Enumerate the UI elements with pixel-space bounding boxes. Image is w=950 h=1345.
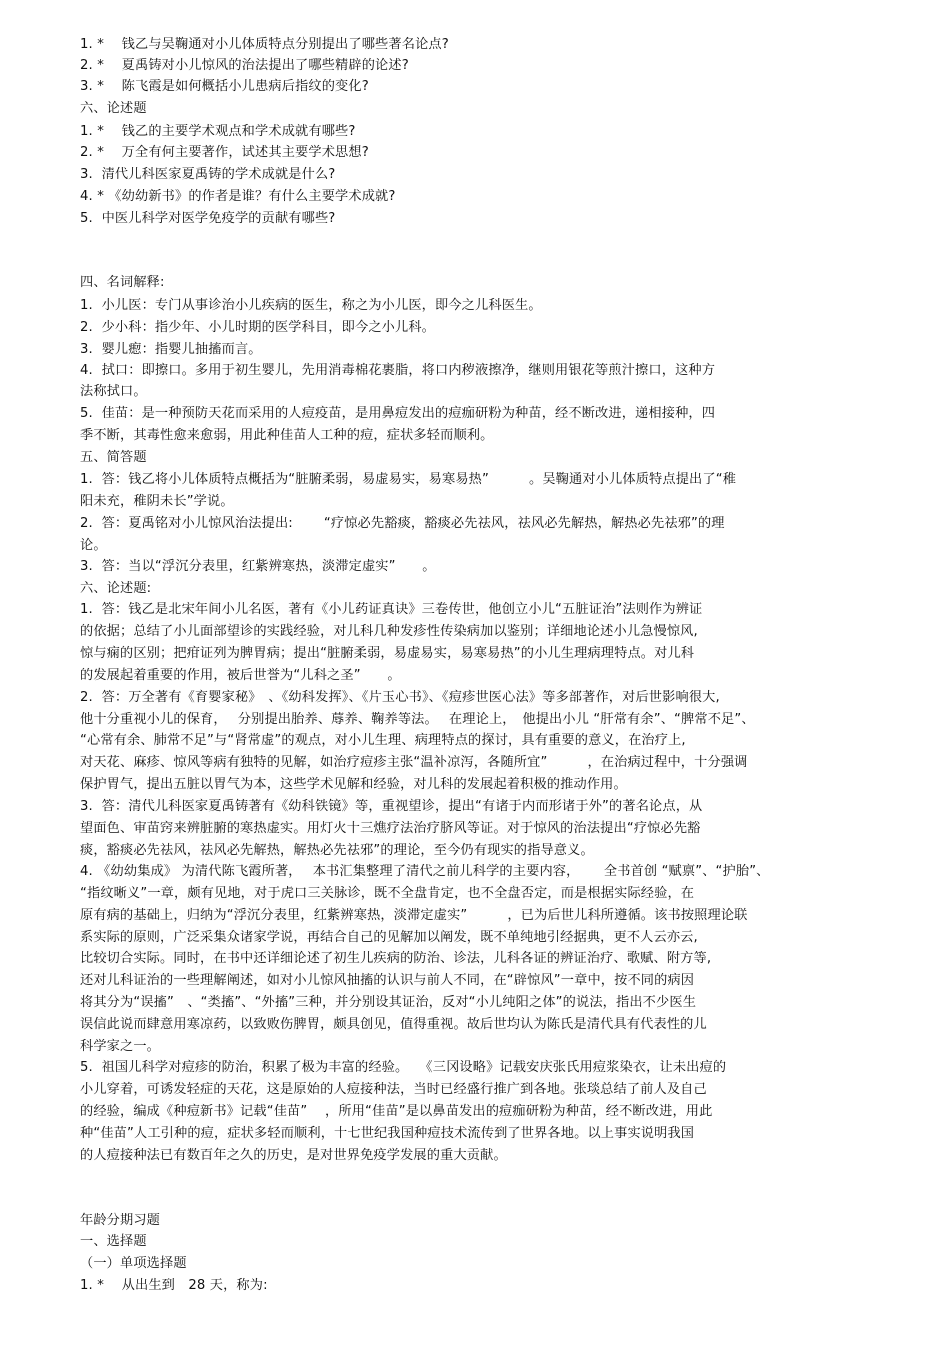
section-heading: 四、名词解释: <box>80 275 165 290</box>
text-line: 原有病的基础上，归纳为“浮沉分表里，红紫辨寒热，淡滞定虚实” ，已为后世儿科所遵循。该书按照理论联 <box>80 908 748 923</box>
text-line: 的发展起着重要的作用，被后世誉为“儿科之圣” 。 <box>80 668 401 683</box>
text-line: 科学家之一。 <box>80 1039 161 1054</box>
section-heading: 年龄分期习题 <box>80 1213 161 1228</box>
text-line: 论。 <box>80 538 107 553</box>
text-line: 4. * 《幼幼新书》的作者是谁？有什么主要学术成就? <box>80 189 396 204</box>
text-line: 2. 答：夏禹铭对小儿惊风治法提出: “疗惊必先豁痰，豁痰必先祛风，祛风必先解热，解热必先祛邪”的理 <box>80 516 725 531</box>
section-heading: 五、简答题 <box>80 450 147 465</box>
text-line: “心常有余、肺常不足”与“肾常虚”的观点，对小儿生理、病理特点的探讨，具有重要的意义，在治疗上, <box>80 733 686 748</box>
text-line: 季不断，其毒性愈来愈弱，用此种佳苗人工种的痘，症状多轻而顺利。 <box>80 428 494 443</box>
text-line: 2. * 夏禹铸对小儿惊风的治法提出了哪些精辟的论述? <box>80 58 409 73</box>
section-heading: 一、选择题 <box>80 1234 147 1249</box>
section-heading: 六、论述题: <box>80 581 152 596</box>
text-line: “指纹晰义”一章，颇有见地，对于虎口三关脉诊，既不全盘肯定，也不全盘否定，而是根据实际经验，在 <box>80 886 695 901</box>
text-line: 4. 《幼幼集成》 为清代陈飞霞所著， 本书汇集整理了清代之前儿科学的主要内容， 全书首创 “赋禀”、“护胎”、 <box>80 864 770 879</box>
text-line: 阳未充，稚阴未长”学说。 <box>80 494 234 509</box>
text-line: 2. * 万全有何主要著作，试述其主要学术思想? <box>80 145 369 160</box>
text-line: 3. 清代儿科医家夏禹铸的学术成就是什么? <box>80 167 336 182</box>
text-line: 3. 答：当以“浮沉分表里，红紫辨寒热，淡滞定虚实” 。 <box>80 559 436 574</box>
text-line: 误信此说而肆意用寒凉药，以致败伤脾胃，颇具创见，值得重视。故后世均认为陈氏是清代具有代表性的儿 <box>80 1017 707 1032</box>
text-line: 比较切合实际。同时，在书中还详细论述了初生儿疾病的防治、诊法，儿科各证的辨证治疗、歌赋、附方等, <box>80 951 712 966</box>
text-line: 1. * 钱乙与吴鞠通对小儿体质特点分别提出了哪些著名论点? <box>80 37 449 52</box>
text-line: 3. 婴儿瘛：指婴儿抽搐而言。 <box>80 342 262 357</box>
text-line: 系实际的原则，广泛采集众诸家学说，再结合自己的见解加以阐发，既不单纯地引经据典，更不人云亦云, <box>80 930 698 945</box>
text-line: 2. 少小科：指少年、小儿时期的医学科目，即今之小儿科。 <box>80 320 436 335</box>
text-line: 种“佳苗”人工引种的痘，症状多轻而顺利，十七世纪我国种痘技术流传到了世界各地。以上事实说明我国 <box>80 1126 695 1141</box>
section-heading: 六、论述题 <box>80 101 147 116</box>
text-line: 3. * 陈飞霞是如何概括小儿患病后指纹的变化? <box>80 79 369 94</box>
text-line: 的经验，编成《种痘新书》记载“佳苗” ，所用“佳苗”是以鼻苗发出的痘痂研粉为种苗，经不断改进，用此 <box>80 1104 713 1119</box>
text-line: 的依据；总结了小儿面部望诊的实践经验，对儿科几种发疹性传染病加以鉴别；详细地论述小儿急慢惊风, <box>80 624 698 639</box>
text-line: 小儿穿着，可诱发轻症的天花，这是原始的人痘接种法，当时已经盛行推广到各地。张琰总结了前人及自己 <box>80 1082 707 1097</box>
text-line: 惊与痫的区别；把疳证列为脾胃病；提出“脏腑柔弱，易虚易实，易寒易热”的小儿生理病理特点。对儿科 <box>80 646 695 661</box>
text-line: 3. 答：清代儿科医家夏禹铸著有《幼科铁镜》等，重视望诊，提出“有诸于内而形诸于外”的著名论点，从 <box>80 799 703 814</box>
text-line: 5. 佳苗：是一种预防天花而采用的人痘疫苗，是用鼻痘发出的痘痂研粉为种苗，经不断改进，递相接种，四 <box>80 406 716 421</box>
text-line: 保护胃气，提出五脏以胃气为本，这些学术见解和经验，对儿科的发展起着积极的推动作用。 <box>80 777 627 792</box>
section-heading: （一）单项选择题 <box>80 1256 187 1271</box>
text-line: 将其分为“误搐” 、“类搐”、“外搐”三种，并分别设其证治，反对“小儿纯阳之体”的说法，指出不少医生 <box>80 995 697 1010</box>
text-line: 5. 中医儿科学对医学免疫学的贡献有哪些? <box>80 211 336 226</box>
text-line: 他十分重视小儿的保育， 分别提出胎养、蓐养、鞠养等法。 在理论上， 他提出小儿 “肝常有余”、“脾常不足”、 <box>80 712 755 727</box>
text-line: 1. 答：钱乙将小儿体质特点概括为“脏腑柔弱，易虚易实，易寒易热” 。吴鞠通对小儿体质特点提出了“稚 <box>80 472 737 487</box>
text-line: 1. * 从出生到 28 天，称为: <box>80 1278 268 1293</box>
text-line: 望面色、审苗窍来辨脏腑的寒热虚实。用灯火十三燋疗法治疗脐风等证。对于惊风的治法提出“疗惊必先豁 <box>80 821 701 836</box>
text-line: 5. 祖国儿科学对痘疹的防治，积累了极为丰富的经验。 《三冈设略》记载安庆张氏用痘浆染衣，让未出痘的 <box>80 1060 727 1075</box>
text-line: 1. * 钱乙的主要学术观点和学术成就有哪些? <box>80 124 356 139</box>
text-line: 还对儿科证治的一些理解阐述，如对小儿惊风抽搐的认识与前人不同，在“辟惊风”一章中，按不同的病因 <box>80 973 695 988</box>
text-line: 1. 答：钱乙是北宋年间小儿名医，著有《小儿药证真诀》三卷传世，他创立小儿“五脏证治”法则作为辨证 <box>80 602 703 617</box>
text-line: 法称拭口。 <box>80 384 147 399</box>
text-line: 2. 答：万全著有《育婴家秘》 、《幼科发挥》、《片玉心书》、《痘疹世医心法》等多部著作，对后世影响很大, <box>80 690 720 705</box>
text-line: 痰，豁痰必先祛风，祛风必先解热，解热必先祛邪”的理论，至今仍有现实的指导意义。 <box>80 843 594 858</box>
text-line: 对天花、麻疹、惊风等病有独特的见解，如治疗痘疹主张“温补凉泻，各随所宜” ，在治病过程中，十分强调 <box>80 755 748 770</box>
text-line: 4. 拭口：即擦口。多用于初生婴儿，先用消毒棉花裹脂，将口内秽液擦净，继则用银花等煎汁擦口，这种方 <box>80 363 716 378</box>
text-line: 的人痘接种法已有数百年之久的历史，是对世界免疫学发展的重大贡献。 <box>80 1148 507 1163</box>
text-line: 1. 小儿医：专门从事诊治小儿疾病的医生，称之为小儿医，即今之儿科医生。 <box>80 298 542 313</box>
